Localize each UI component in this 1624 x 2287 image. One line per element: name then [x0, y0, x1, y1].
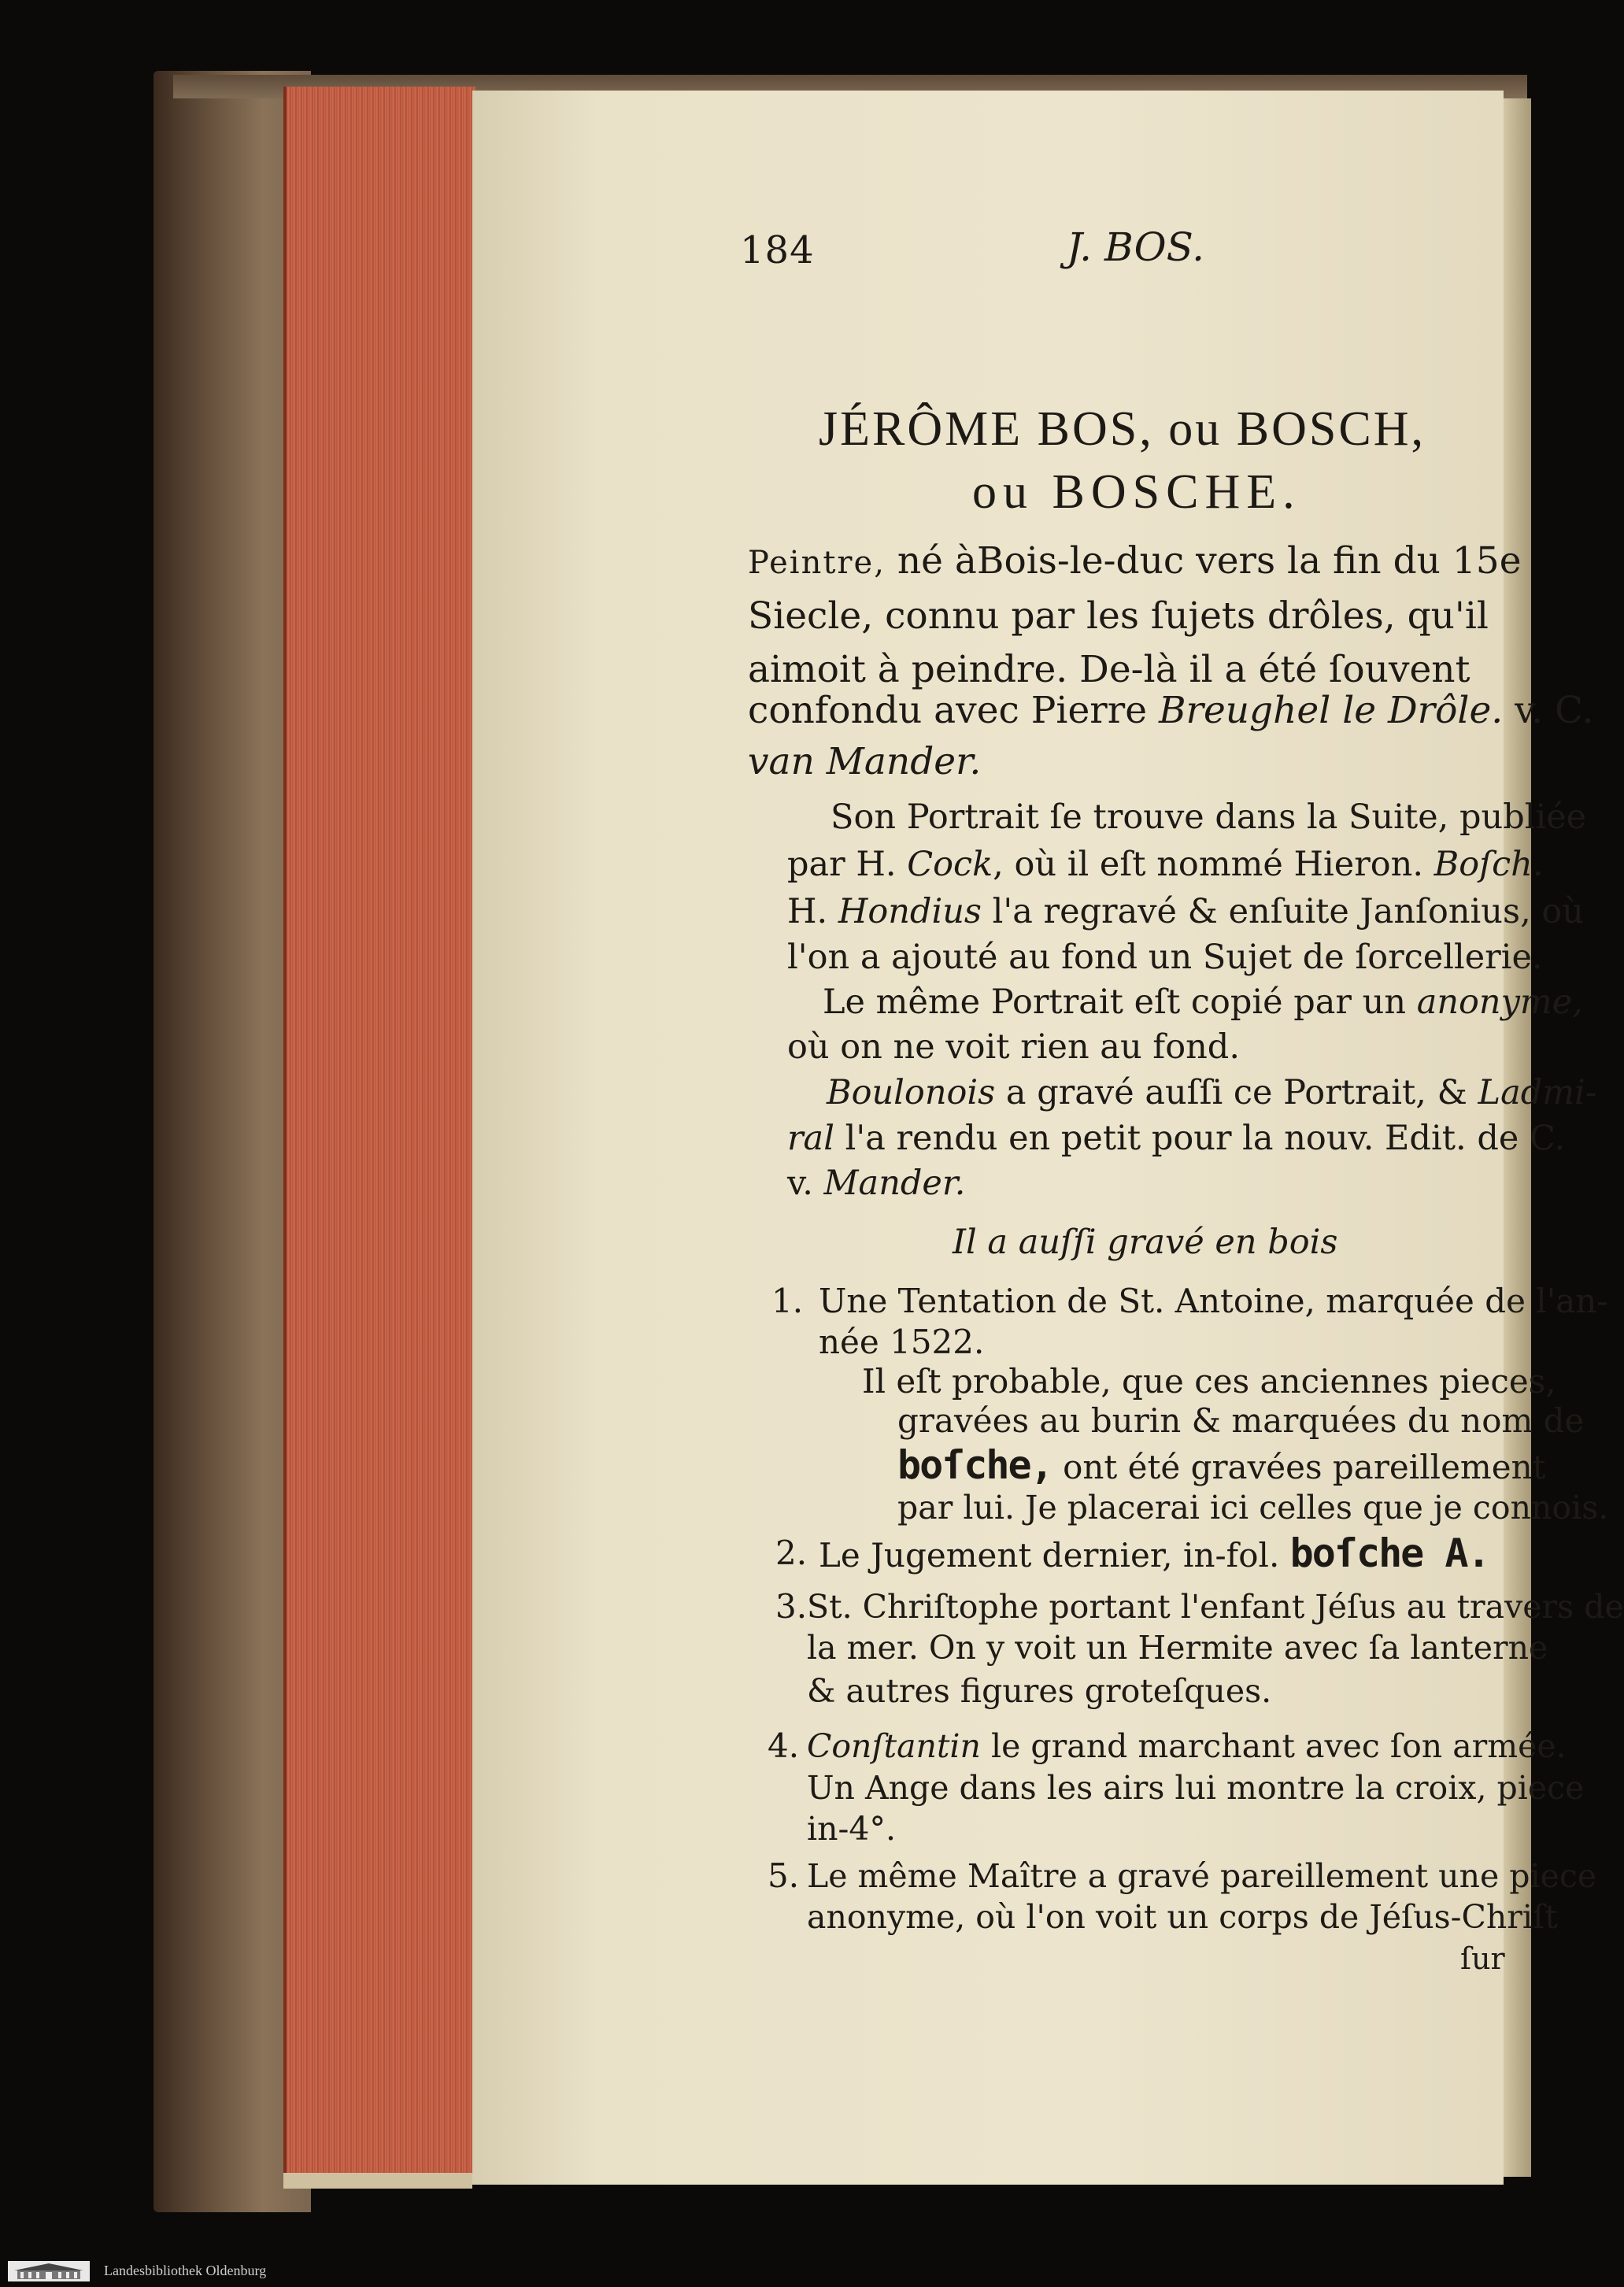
item-4-line-3: in-4°.	[807, 1810, 896, 1848]
portrait-p3-boulonois: Boulonois	[827, 1073, 996, 1112]
portrait-p3-line-1-b: a gravé auſſi ce Portrait, &	[995, 1073, 1478, 1112]
item-3-line-3: & autres figures groteſques.	[807, 1672, 1272, 1710]
item-2-text: Le Jugement dernier, in-fol.	[819, 1536, 1280, 1575]
portrait-p3-ral: ral	[787, 1119, 834, 1158]
item-3-line-2: la mer. On y voit un Hermite avec ſa lanterne	[807, 1629, 1548, 1667]
library-building-icon	[8, 2261, 90, 2281]
intro-line-1	[748, 539, 1522, 585]
page-number: 184	[740, 228, 815, 272]
portrait-p1-line-3-hondius: Hondius	[838, 892, 982, 931]
portrait-p1-line-3	[787, 890, 1584, 934]
intro-line-1-rest: né àBois-le-duc vers la fin du 15e	[897, 539, 1522, 583]
portrait-p1-line-1: Son Portrait ſe trouve dans la Suite, publiée	[830, 797, 1587, 837]
item-1-number: 1.	[771, 1282, 804, 1320]
book-page	[472, 91, 1624, 2185]
portrait-p1-line-2-cock: Cock	[907, 845, 993, 884]
item-1-line-1: Une Tentation de St. Antoine, marquée de l'an-	[819, 1282, 1608, 1320]
portrait-p1-line-4: l'on a ajouté au fond un Sujet de ſorcellerie.	[787, 938, 1543, 977]
note-line-2: gravées au burin & marquées du nom de	[897, 1401, 1585, 1440]
entry-title-line-1: JÉRÔME BOS, ou BOSCH,	[819, 402, 1426, 456]
portrait-p3-line-2-b: l'a rendu en petit pour la nouv. Edit. de C.	[834, 1119, 1566, 1158]
portrait-p3-line-3-a: v.	[787, 1164, 824, 1203]
item-2-line-1	[819, 1531, 1489, 1578]
page-edges	[283, 87, 475, 2181]
item-4-number: 4.	[768, 1726, 800, 1765]
portrait-p2-line-1-anonyme: anonyme,	[1416, 983, 1583, 1022]
portrait-p3-ladmi: Ladmi-	[1478, 1073, 1597, 1112]
item-3-number: 3.	[775, 1587, 808, 1626]
intro-line-2: Siecle, connu par les ſujets drôles, qu'il	[748, 594, 1489, 638]
intro-line-4-italic: Breughel le Drôle.	[1158, 689, 1504, 732]
item-3-line-1: St. Chriſtophe portant l'enfant Jéſus au travers de	[807, 1588, 1624, 1626]
intro-line-4-c: v. C.	[1503, 689, 1594, 732]
item-2-number: 2.	[775, 1534, 808, 1572]
portrait-p2-line-1	[823, 980, 1583, 1024]
catchword: ſur	[1460, 1941, 1505, 1976]
portrait-p2-line-2: où on ne voit rien au fond.	[787, 1027, 1240, 1067]
note-line-3	[897, 1443, 1546, 1490]
item-4-constantin: Conſtantin	[807, 1727, 981, 1765]
portrait-p3-line-1	[827, 1071, 1596, 1115]
portrait-p3-line-2	[787, 1116, 1565, 1160]
portrait-p2-line-1-a: Le même Portrait eſt copié par un	[823, 983, 1417, 1022]
portrait-p1-line-2-c: , où il eſt nommé Hieron.	[993, 845, 1434, 884]
note-bosche-mark: boſche,	[897, 1442, 1052, 1488]
portrait-p1-line-2-bosch: Boſch.	[1433, 845, 1544, 884]
page-edges-bottom	[283, 2173, 472, 2189]
footer-bar	[0, 2258, 1574, 2287]
portrait-p3-line-3	[787, 1161, 965, 1205]
section-heading: Il a auſſi gravé en bois	[953, 1223, 1338, 1262]
item-5-line-2: anonyme, où l'on voit un corps de Jéſus-Chriſt	[807, 1898, 1558, 1936]
library-name: Landesbibliothek Oldenburg	[104, 2263, 267, 2278]
running-head: J. BOS.	[1067, 224, 1204, 270]
portrait-p1-line-2-a: par H.	[787, 845, 908, 884]
intro-line-4-a: confondu avec Pierre	[748, 689, 1159, 732]
portrait-p1-line-2	[787, 842, 1544, 886]
item-4-line-2: Un Ange dans les airs lui montre la croix, piece	[807, 1769, 1585, 1807]
item-5-line-1: Le même Maître a gravé pareillement une piece	[807, 1857, 1597, 1895]
item-1-line-2: née 1522.	[819, 1323, 985, 1361]
item-4-line-1	[807, 1724, 1567, 1768]
intro-drop-word: Peintre,	[748, 545, 886, 581]
note-line-4: par lui. Je placerai ici celles que je connois.	[897, 1489, 1609, 1527]
item-4-line-1-b: le grand marchant avec ſon armée.	[980, 1727, 1567, 1765]
note-line-1: Il eſt probable, que ces anciennes pieces,	[862, 1362, 1556, 1401]
intro-line-5: van Mander.	[748, 740, 982, 783]
intro-line-3: aimoit à peindre. De-là il a été ſouvent	[748, 648, 1470, 691]
portrait-p1-line-3-a: H.	[787, 892, 838, 931]
intro-line-4	[748, 689, 1593, 733]
item-2-bosche-mark: boſche A.	[1289, 1530, 1489, 1576]
entry-title-line-2: ou BOSCHE.	[972, 465, 1301, 519]
portrait-p1-line-3-c: l'a regravé & enſuite Janſonius, où	[981, 892, 1584, 931]
note-line-3-b: ont été gravées pareillement	[1052, 1448, 1546, 1486]
item-5-number: 5.	[768, 1856, 800, 1895]
portrait-p3-mander: Mander.	[823, 1164, 966, 1203]
